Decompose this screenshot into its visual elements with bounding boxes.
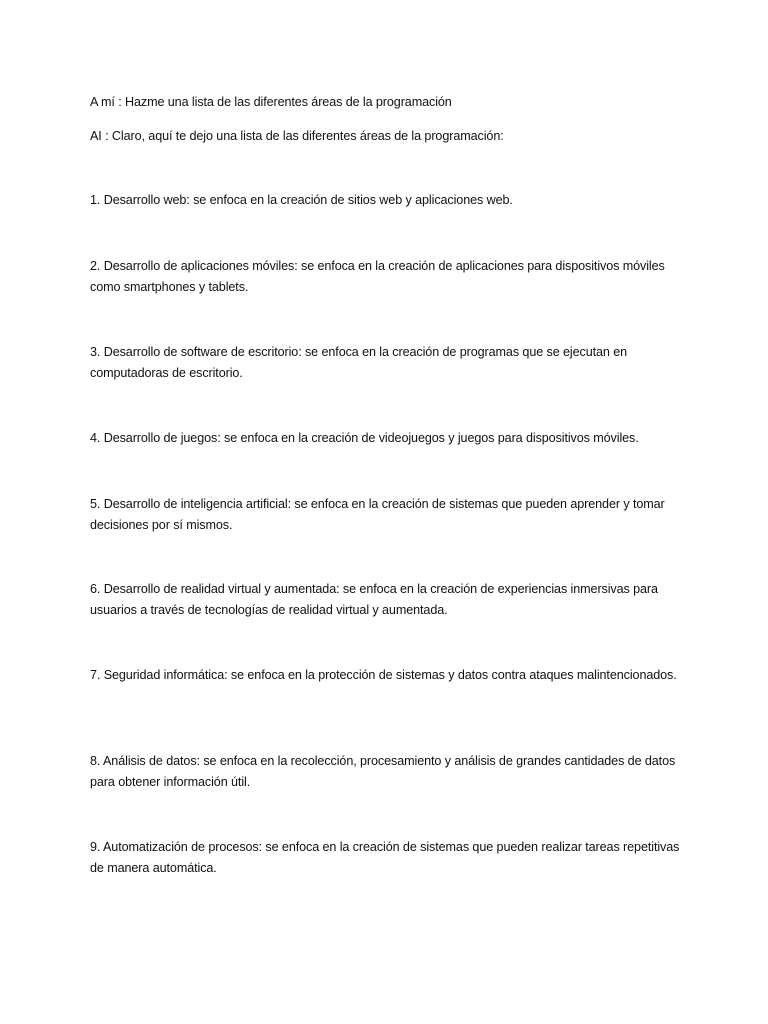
list-item-3: 3. Desarrollo de software de escritorio: se enfoca en la creación de programas que se ejecutan en computadoras de escritorio.: [90, 345, 628, 380]
list-item-2: 2. Desarrollo de aplicaciones móviles: se enfoca en la creación de aplicaciones para dispositivos móviles como smartphones y tablets.: [90, 259, 665, 294]
list-item-1: 1. Desarrollo web: se enfoca en la creación de sitios web y aplicaciones web.: [90, 193, 513, 207]
ai-intro-line: AI : Claro, aquí te dejo una lista de las diferentes áreas de la programación:: [90, 129, 504, 143]
list-item-8: 8. Análisis de datos: se enfoca en la recolección, procesamiento y análisis de grandes cantidades de datos para obtener información útil.: [90, 754, 676, 789]
list-item-9: 9. Automatización de procesos: se enfoca en la creación de sistemas que pueden realizar tareas repetitivas de manera automática.: [90, 840, 680, 875]
user-prompt-line: A mí : Hazme una lista de las diferentes áreas de la programación: [90, 95, 452, 109]
list-item-7: 7. Seguridad informática: se enfoca en la protección de sistemas y datos contra ataques malintencionados.: [90, 668, 677, 682]
list-item-4: 4. Desarrollo de juegos: se enfoca en la creación de videojuegos y juegos para dispositivos móviles.: [90, 431, 639, 445]
list-item-6: 6. Desarrollo de realidad virtual y aumentada: se enfoca en la creación de experiencias inmersivas para usuarios a través de tecnologías de realidad virtual y aumentada.: [90, 582, 658, 617]
list-item-5: 5. Desarrollo de inteligencia artificial: se enfoca en la creación de sistemas que pueden aprender y tomar decisiones por sí mismos.: [90, 497, 665, 532]
